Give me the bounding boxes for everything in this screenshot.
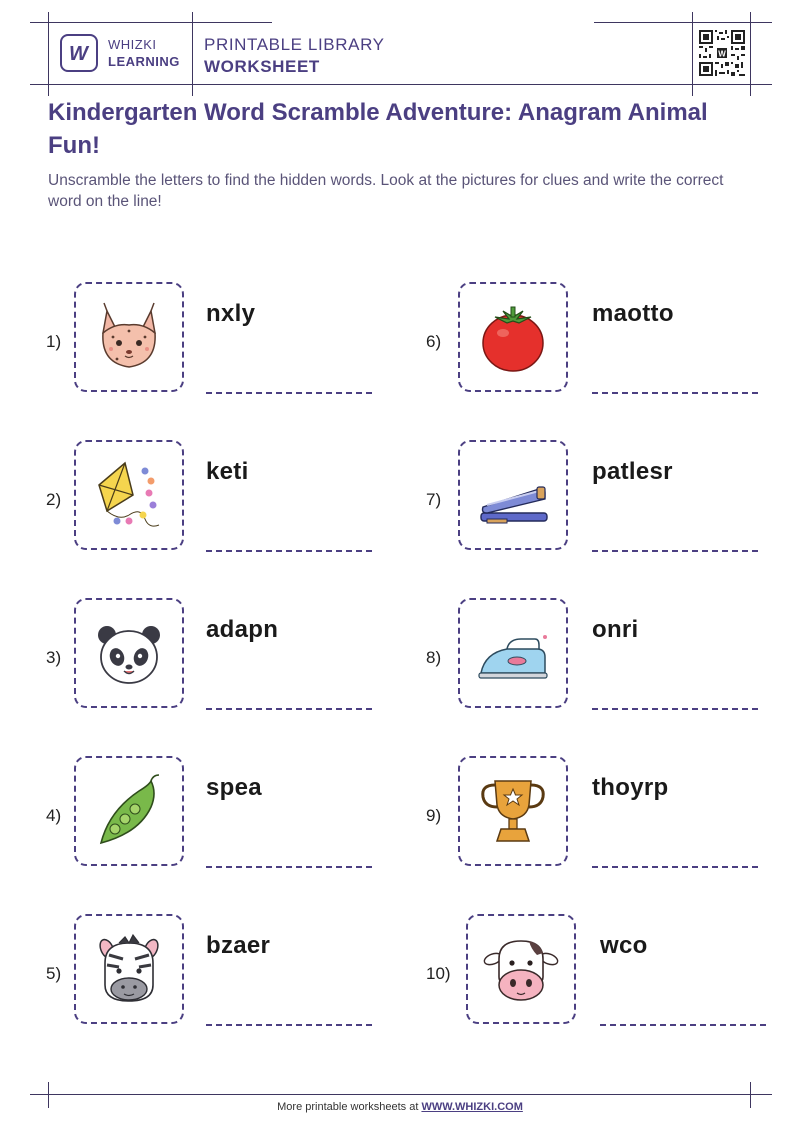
header-rule-left bbox=[30, 22, 272, 23]
item-picture bbox=[74, 756, 184, 866]
item-number: 9) bbox=[426, 806, 442, 825]
scrambled-word: nxly bbox=[206, 300, 256, 327]
item-number: 8) bbox=[426, 648, 442, 667]
header-divider-qr-right bbox=[750, 12, 751, 96]
item-number: 7) bbox=[426, 490, 442, 509]
item-picture bbox=[458, 440, 568, 550]
item-number: 10) bbox=[426, 964, 451, 983]
list-item bbox=[46, 282, 376, 397]
header-bottom-rule bbox=[30, 84, 772, 85]
header-rule-right bbox=[594, 22, 772, 23]
peas-icon bbox=[89, 771, 169, 851]
item-picture bbox=[458, 598, 568, 708]
panda-icon bbox=[89, 613, 169, 693]
list-item bbox=[426, 914, 756, 1029]
scrambled-word: onri bbox=[592, 616, 639, 643]
answer-line[interactable] bbox=[206, 392, 372, 394]
scrambled-word: patlesr bbox=[592, 458, 673, 485]
answer-line[interactable] bbox=[206, 708, 372, 710]
item-number: 2) bbox=[46, 490, 62, 509]
answer-line[interactable] bbox=[600, 1024, 766, 1026]
item-picture bbox=[74, 440, 184, 550]
item-picture bbox=[74, 282, 184, 392]
header-divider-qr-left bbox=[692, 12, 693, 96]
footer-rule bbox=[30, 1094, 772, 1095]
item-picture bbox=[74, 598, 184, 708]
scrambled-word: adapn bbox=[206, 616, 279, 643]
answer-line[interactable] bbox=[206, 866, 372, 868]
instructions: Unscramble the letters to find the hidden words. Look at the pictures for clues and write the correct word on the line! bbox=[48, 172, 724, 210]
page-title: Kindergarten Word Scramble Adventure: Anagram Animal Fun! bbox=[48, 99, 708, 159]
list-item bbox=[46, 440, 376, 555]
item-picture bbox=[466, 914, 576, 1024]
item-picture bbox=[458, 756, 568, 866]
item-number: 5) bbox=[46, 964, 62, 983]
header-subtitle: WORKSHEET bbox=[204, 57, 320, 76]
zebra-icon bbox=[89, 929, 169, 1009]
cow-icon bbox=[481, 929, 561, 1009]
list-item bbox=[46, 598, 376, 713]
header-title: PRINTABLE LIBRARY bbox=[204, 35, 385, 54]
stapler-icon bbox=[473, 455, 553, 535]
item-number: 1) bbox=[46, 332, 62, 351]
scrambled-word: spea bbox=[206, 774, 262, 801]
header-divider-mid bbox=[192, 12, 193, 96]
iron-icon bbox=[473, 613, 553, 693]
brand-name bbox=[108, 36, 180, 70]
answer-line[interactable] bbox=[592, 550, 758, 552]
list-item bbox=[46, 756, 376, 871]
item-picture bbox=[458, 282, 568, 392]
item-number: 6) bbox=[426, 332, 442, 351]
brand-logo-icon bbox=[60, 34, 98, 72]
answer-line[interactable] bbox=[592, 866, 758, 868]
scrambled-word: thoyrp bbox=[592, 774, 669, 801]
lynx-icon bbox=[89, 297, 169, 377]
header bbox=[204, 34, 385, 78]
answer-line[interactable] bbox=[592, 708, 758, 710]
trophy-icon bbox=[473, 771, 553, 851]
answer-line[interactable] bbox=[206, 1024, 372, 1026]
tomato-icon bbox=[473, 297, 553, 377]
list-item bbox=[426, 282, 756, 397]
answer-line[interactable] bbox=[592, 392, 758, 394]
item-number: 4) bbox=[46, 806, 62, 825]
brand-line2: LEARNING bbox=[108, 54, 180, 69]
item-picture bbox=[74, 914, 184, 1024]
footer-link[interactable]: WWW.WHIZKI.COM bbox=[421, 1101, 523, 1113]
footer bbox=[0, 1101, 800, 1113]
scrambled-word: maotto bbox=[592, 300, 674, 327]
header-divider-left bbox=[48, 12, 49, 96]
list-item bbox=[426, 598, 756, 713]
answer-line[interactable] bbox=[206, 550, 372, 552]
scrambled-word: wco bbox=[600, 932, 648, 959]
scrambled-word: keti bbox=[206, 458, 249, 485]
list-item bbox=[46, 914, 376, 1029]
kite-icon bbox=[89, 455, 169, 535]
brand-line1: WHIZKI bbox=[108, 37, 157, 52]
qr-logo-letter: W bbox=[718, 49, 726, 59]
brand-logo-letter: W bbox=[69, 43, 88, 65]
qr-code-icon bbox=[699, 30, 745, 76]
item-number: 3) bbox=[46, 648, 62, 667]
scrambled-word: bzaer bbox=[206, 932, 271, 959]
list-item bbox=[426, 756, 756, 871]
footer-text: More printable worksheets at bbox=[277, 1101, 422, 1113]
list-item bbox=[426, 440, 756, 555]
